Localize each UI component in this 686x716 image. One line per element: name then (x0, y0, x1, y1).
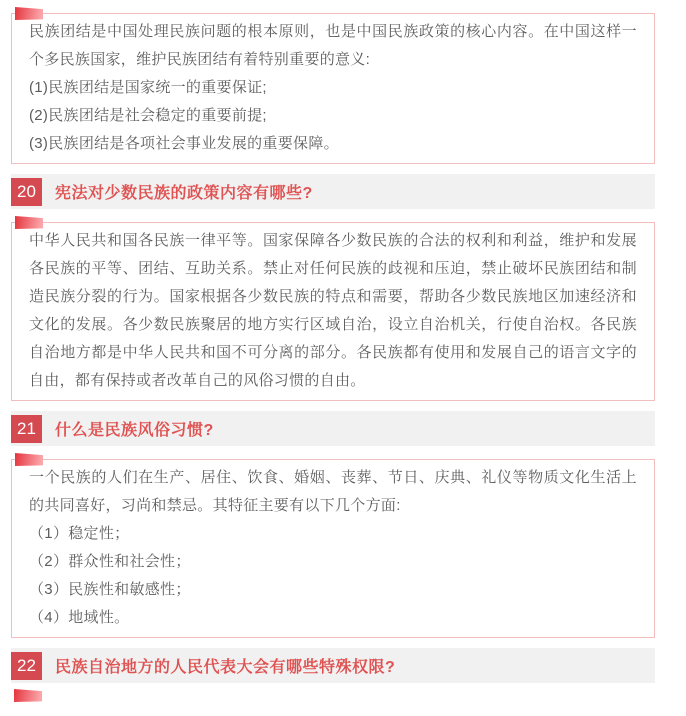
answer-paragraph: 一个民族的人们在生产、居住、饮食、婚姻、丧葬、节日、庆典、礼仪等物质文化生活上的共同喜好，习尚和禁忌。其特征主要有以下几个方面: (29, 469, 637, 514)
question-number-badge: 21 (11, 415, 42, 443)
answer-list-item: （3）民族性和敏感性； (29, 581, 191, 598)
question-title: 什么是民族风俗习惯? (55, 422, 214, 439)
red-flag-icon (15, 453, 43, 466)
question-bar-20 (11, 174, 655, 209)
faq-page (11, 13, 655, 716)
question-bar-22 (11, 648, 655, 683)
answer-box-folk-customs (11, 459, 655, 638)
answer-box-partial (11, 696, 655, 716)
red-flag-icon (15, 216, 43, 229)
answer-list-item: (2)民族团结是社会稳定的重要前提; (29, 107, 267, 124)
question-title: 宪法对少数民族的政策内容有哪些? (55, 185, 313, 202)
answer-list-item: （2）群众性和社会性； (29, 553, 191, 570)
question-number-badge: 20 (11, 178, 42, 206)
answer-paragraph: 中华人民共和国各民族一律平等。国家保障各少数民族的合法的权利和利益，维护和发展各民族的平等、团结、互助关系。禁止对任何民族的歧视和压迫，禁止破坏民族团结和制造民族分裂的行为。国家根据各少数民族的特点和需要，帮助各少数民族地区加速经济和文化的发展。各少数民族聚居的地方实行区域自治，设立自治机关，行使自治权。各民族自治地方都是中华人民共和国不可分离的部分。各民族都有使用和发展自己的语言文字的自由，都有保持或者改革自己的风俗习惯的自由。 (29, 232, 637, 389)
question-bar-21 (11, 411, 655, 446)
answer-box-constitution-policy (11, 222, 655, 401)
answer-paragraph: 民族团结是中国处理民族问题的根本原则，也是中国民族政策的核心内容。在中国这样一个多民族国家，维护民族团结有着特别重要的意义: (29, 23, 637, 68)
answer-list-item: (3)民族团结是各项社会事业发展的重要保障。 (29, 135, 339, 152)
red-flag-icon (14, 689, 42, 702)
question-number-badge: 22 (11, 652, 42, 680)
answer-list-item: (1)民族团结是国家统一的重要保证; (29, 79, 267, 96)
answer-box-ethnic-unity (11, 13, 655, 164)
question-title: 民族自治地方的人民代表大会有哪些特殊权限? (55, 659, 396, 676)
red-flag-icon (15, 7, 43, 20)
answer-list-item: （1）稳定性； (29, 525, 130, 542)
answer-list-item: （4）地域性。 (29, 609, 130, 626)
